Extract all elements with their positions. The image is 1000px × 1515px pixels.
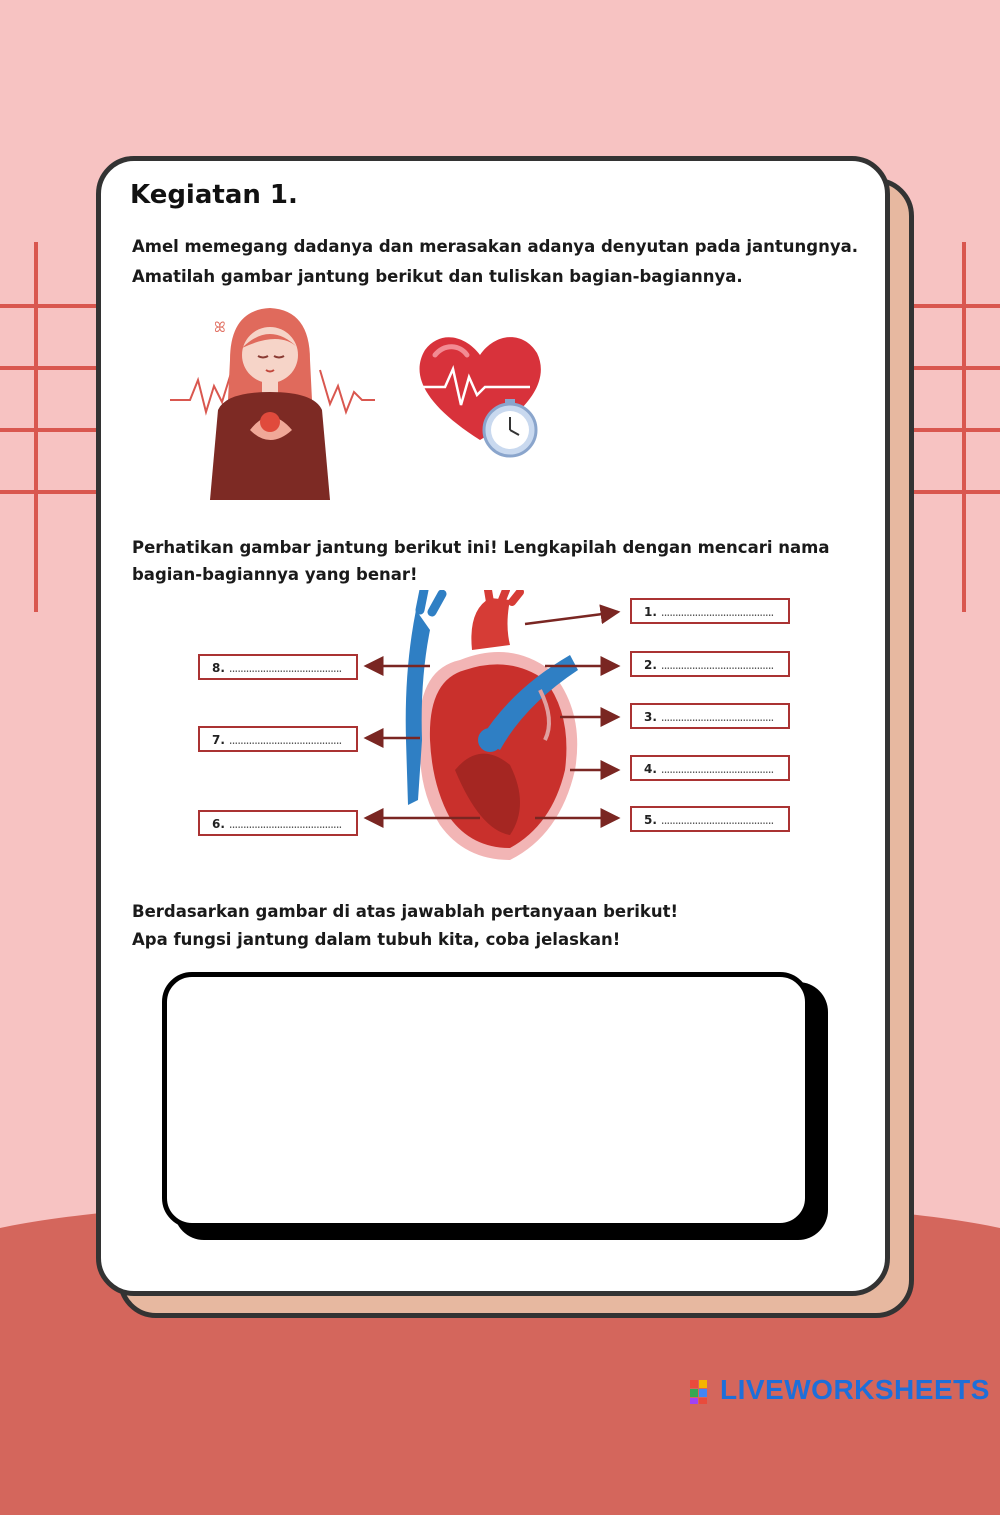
label-dots: ........................................: [228, 733, 342, 747]
label-dots: ........................................: [660, 710, 774, 724]
label-dots: ........................................: [660, 762, 774, 776]
label-field-4[interactable]: [630, 755, 790, 781]
label-dots: ........................................: [660, 605, 774, 619]
label-field-1[interactable]: [630, 598, 790, 624]
label-number: 5.: [644, 813, 657, 827]
label-field-6[interactable]: [198, 810, 358, 836]
question-text-2: Apa fungsi jantung dalam tubuh kita, coba jelaskan!: [132, 930, 621, 949]
label-field-7[interactable]: [198, 726, 358, 752]
intro-text-2: Amatilah gambar jantung berikut dan tuliskan bagian-bagiannya.: [132, 267, 743, 286]
girl-heartbeat-illustration: [170, 300, 380, 500]
label-number: 7.: [212, 733, 225, 747]
label-dots: ........................................: [228, 817, 342, 831]
right-grid-decor: [900, 242, 1000, 614]
label-dots: ........................................: [660, 658, 774, 672]
label-number: 2.: [644, 658, 657, 672]
label-number: 1.: [644, 605, 657, 619]
label-field-3[interactable]: [630, 703, 790, 729]
intro-text-1: Amel memegang dadanya dan merasakan adanya denyutan pada jantungnya.: [132, 237, 858, 256]
label-number: 6.: [212, 817, 225, 831]
left-grid-decor: [0, 242, 100, 614]
instruction-text-2: bagian-bagiannya yang benar!: [132, 565, 418, 584]
answer-textarea[interactable]: [162, 972, 810, 1228]
label-number: 8.: [212, 661, 225, 675]
label-dots: ........................................: [228, 661, 342, 675]
liveworksheets-logo-icon: [690, 1378, 718, 1406]
label-dots: ........................................: [660, 813, 774, 827]
label-field-8[interactable]: [198, 654, 358, 680]
question-text-1: Berdasarkan gambar di atas jawablah pertanyaan berikut!: [132, 902, 679, 921]
heart-stopwatch-illustration: [405, 325, 555, 465]
instruction-text-1: Perhatikan gambar jantung berikut ini! Lengkapilah dengan mencari nama: [132, 538, 830, 557]
label-number: 4.: [644, 762, 657, 776]
label-field-2[interactable]: [630, 651, 790, 677]
label-arrows: [360, 600, 630, 830]
page-title: Kegiatan 1.: [130, 180, 298, 210]
svg-text:ꕤ: ꕤ: [214, 320, 226, 336]
label-field-5[interactable]: [630, 806, 790, 832]
liveworksheets-brand[interactable]: LIVEWORKSHEETS: [720, 1374, 990, 1405]
label-number: 3.: [644, 710, 657, 724]
